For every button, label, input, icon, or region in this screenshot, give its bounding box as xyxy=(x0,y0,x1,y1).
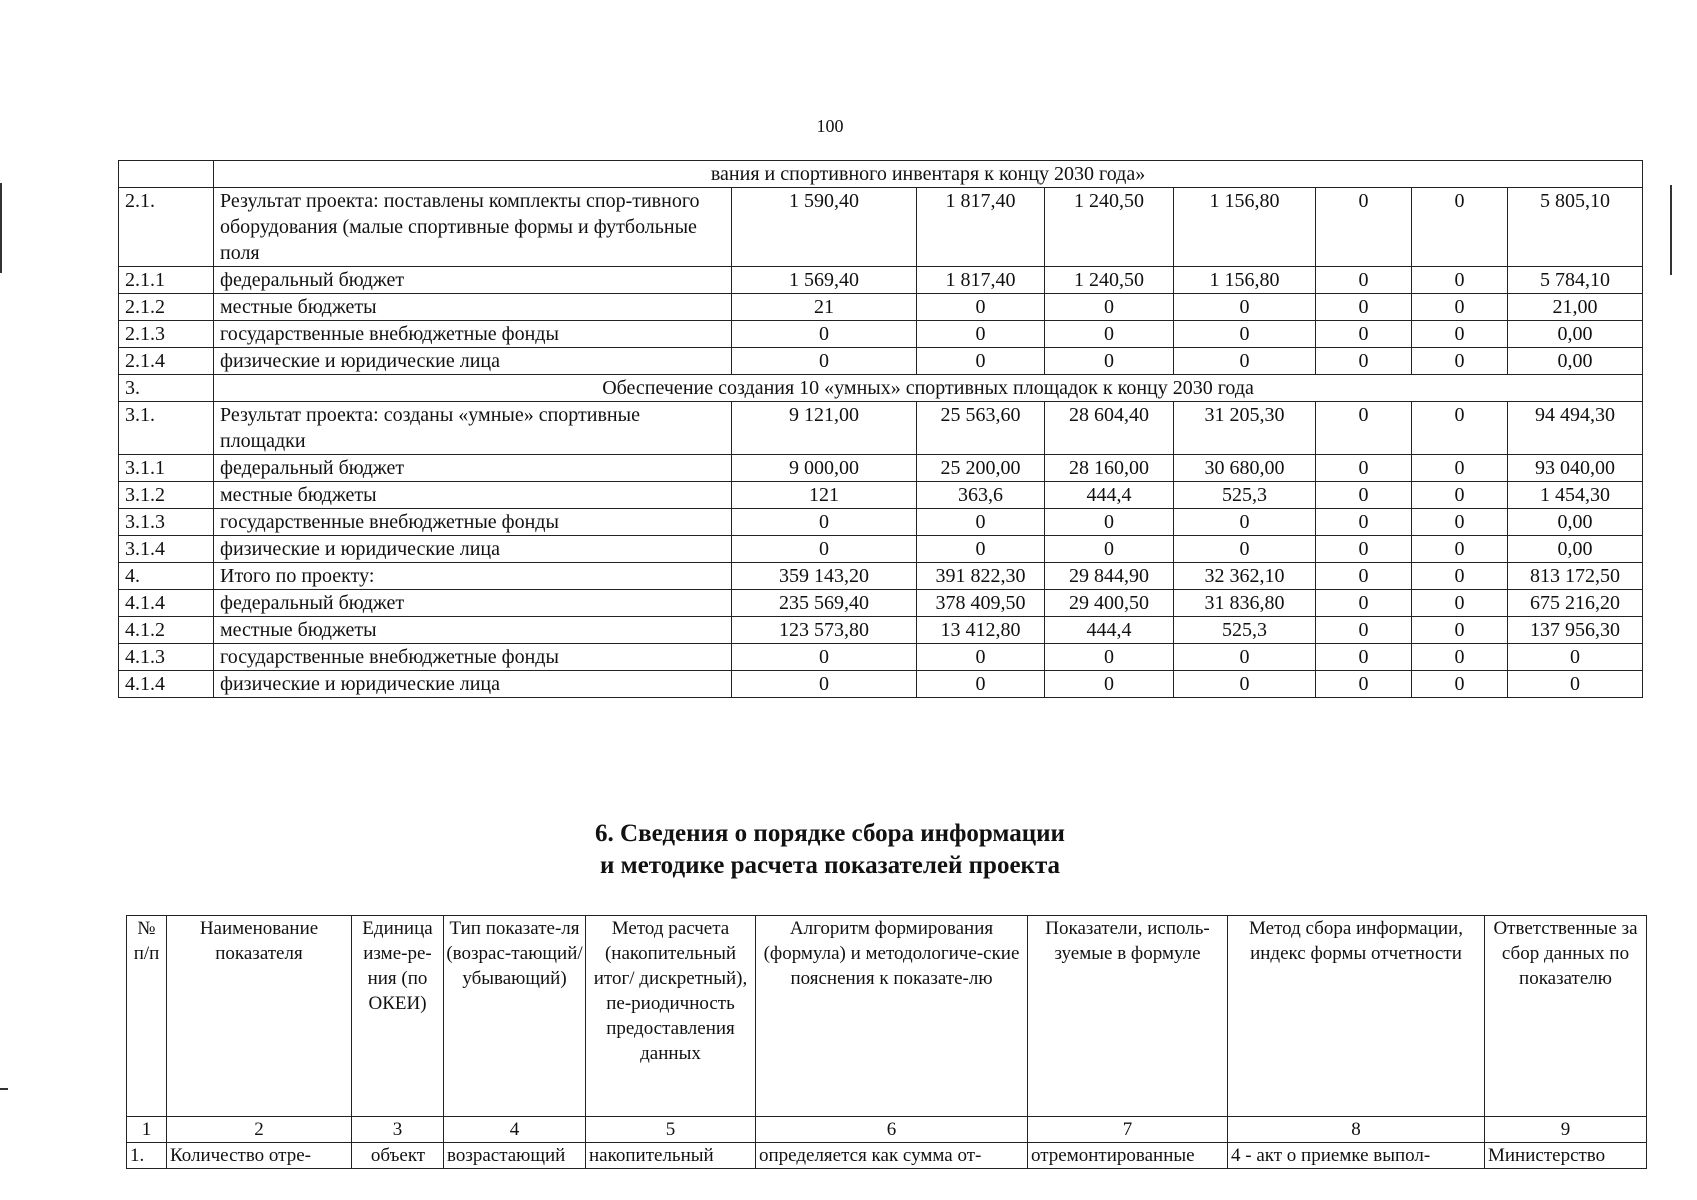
row-number: 3.1.2 xyxy=(119,482,214,509)
total-cell: 813 172,50 xyxy=(1508,563,1643,590)
value-cell: 1 569,40 xyxy=(732,267,917,294)
value-cell: 0 xyxy=(1412,482,1508,509)
table-cell: возрастающий xyxy=(444,1143,586,1169)
column-header: Метод расчета (накопительный итог/ дискретный), пе-риодичность предоставления данных xyxy=(586,916,756,1117)
value-cell: 25 563,60 xyxy=(917,402,1045,455)
column-header: Показатели, исполь-зуемые в формуле xyxy=(1028,916,1228,1117)
table-row xyxy=(119,482,1643,509)
value-cell: 0 xyxy=(1316,455,1412,482)
financing-table xyxy=(118,160,1643,698)
value-cell: 0 xyxy=(1412,644,1508,671)
value-cell: 0 xyxy=(917,294,1045,321)
table-row xyxy=(119,455,1643,482)
table-row xyxy=(119,509,1643,536)
value-cell: 0 xyxy=(1316,590,1412,617)
header-row xyxy=(127,916,1647,1117)
value-cell: 0 xyxy=(1045,294,1174,321)
value-cell: 0 xyxy=(1174,509,1316,536)
value-cell: 13 412,80 xyxy=(917,617,1045,644)
value-cell: 0 xyxy=(1412,294,1508,321)
value-cell: 378 409,50 xyxy=(917,590,1045,617)
value-cell: 0 xyxy=(917,536,1045,563)
row-number: 2.1. xyxy=(119,188,214,267)
value-cell: 0 xyxy=(1412,509,1508,536)
value-cell: 0 xyxy=(1316,563,1412,590)
value-cell: 0 xyxy=(917,321,1045,348)
value-cell: 123 573,80 xyxy=(732,617,917,644)
row-name: местные бюджеты xyxy=(214,294,732,321)
row-number: 4.1.2 xyxy=(119,617,214,644)
total-cell: 94 494,30 xyxy=(1508,402,1643,455)
value-cell: 1 240,50 xyxy=(1045,188,1174,267)
value-cell: 0 xyxy=(1412,267,1508,294)
value-cell: 0 xyxy=(1316,294,1412,321)
value-cell: 0 xyxy=(917,509,1045,536)
row-number: 4.1.4 xyxy=(119,590,214,617)
value-cell: 0 xyxy=(917,348,1045,375)
row-name: Итого по проекту: xyxy=(214,563,732,590)
total-cell: 0 xyxy=(1508,671,1643,698)
table-row xyxy=(119,348,1643,375)
value-cell: 0 xyxy=(1174,321,1316,348)
value-cell: 1 590,40 xyxy=(732,188,917,267)
section-heading xyxy=(0,818,1660,882)
table-row xyxy=(119,644,1643,671)
column-number: 7 xyxy=(1028,1117,1228,1143)
row-number: 2.1.1 xyxy=(119,267,214,294)
value-cell: 0 xyxy=(1412,671,1508,698)
table-row xyxy=(127,1143,1647,1169)
column-number: 4 xyxy=(444,1117,586,1143)
value-cell: 0 xyxy=(1412,617,1508,644)
value-cell: 0 xyxy=(1412,536,1508,563)
total-cell: 5 784,10 xyxy=(1508,267,1643,294)
column-number: 2 xyxy=(167,1117,352,1143)
table-cell: накопительный xyxy=(586,1143,756,1169)
total-cell: 21,00 xyxy=(1508,294,1643,321)
table-row xyxy=(119,536,1643,563)
value-cell: 0 xyxy=(1316,188,1412,267)
value-cell: 0 xyxy=(1045,321,1174,348)
table-cell xyxy=(119,161,214,188)
table-cell: 1. xyxy=(127,1143,167,1169)
column-header: № п/п xyxy=(127,916,167,1117)
scan-edge-mark xyxy=(0,183,2,273)
section-heading-line-2: и методике расчета показателей проекта xyxy=(599,852,1061,879)
row-number: 3.1.1 xyxy=(119,455,214,482)
value-cell: 444,4 xyxy=(1045,482,1174,509)
value-cell: 1 156,80 xyxy=(1174,188,1316,267)
value-cell: 0 xyxy=(1045,536,1174,563)
value-cell: 525,3 xyxy=(1174,482,1316,509)
value-cell: 0 xyxy=(1045,644,1174,671)
value-cell: 0 xyxy=(1174,536,1316,563)
value-cell: 0 xyxy=(1316,617,1412,644)
table-cell: определяется как сумма от- xyxy=(756,1143,1028,1169)
total-cell: 5 805,10 xyxy=(1508,188,1643,267)
methodology-table-body xyxy=(127,916,1647,1169)
row-name: федеральный бюджет xyxy=(214,590,732,617)
column-number: 6 xyxy=(756,1117,1028,1143)
table-cell: Министерство xyxy=(1485,1143,1647,1169)
value-cell: 0 xyxy=(1174,348,1316,375)
continuation-row xyxy=(119,161,1643,188)
table-cell: Количество отре- xyxy=(167,1143,352,1169)
row-number: 4.1.3 xyxy=(119,644,214,671)
value-cell: 0 xyxy=(1045,348,1174,375)
value-cell: 0 xyxy=(1316,402,1412,455)
row-name: федеральный бюджет xyxy=(214,267,732,294)
scan-edge-mark xyxy=(0,1088,8,1090)
total-cell: 1 454,30 xyxy=(1508,482,1643,509)
column-number-row xyxy=(127,1117,1647,1143)
value-cell: 30 680,00 xyxy=(1174,455,1316,482)
value-cell: 0 xyxy=(1412,590,1508,617)
value-cell: 0 xyxy=(1174,294,1316,321)
table-row xyxy=(119,188,1643,267)
row-number: 3.1. xyxy=(119,402,214,455)
value-cell: 0 xyxy=(1412,188,1508,267)
value-cell: 0 xyxy=(1316,671,1412,698)
value-cell: 235 569,40 xyxy=(732,590,917,617)
total-cell: 137 956,30 xyxy=(1508,617,1643,644)
row-name: физические и юридические лица xyxy=(214,348,732,375)
value-cell: 0 xyxy=(1412,348,1508,375)
value-cell: 9 000,00 xyxy=(732,455,917,482)
scan-edge-mark xyxy=(1670,185,1672,275)
table-row xyxy=(119,294,1643,321)
row-number: 2.1.3 xyxy=(119,321,214,348)
value-cell: 1 817,40 xyxy=(917,188,1045,267)
column-number: 5 xyxy=(586,1117,756,1143)
value-cell: 28 604,40 xyxy=(1045,402,1174,455)
column-header: Ответственные за сбор данных по показателю xyxy=(1485,916,1647,1117)
column-number: 1 xyxy=(127,1117,167,1143)
column-header: Метод сбора информации, индекс формы отчетности xyxy=(1228,916,1485,1117)
row-name: государственные внебюджетные фонды xyxy=(214,321,732,348)
row-number: 3. xyxy=(119,375,214,402)
row-name: местные бюджеты xyxy=(214,617,732,644)
value-cell: 0 xyxy=(1412,563,1508,590)
value-cell: 0 xyxy=(1316,536,1412,563)
value-cell: 0 xyxy=(1316,267,1412,294)
row-number: 2.1.2 xyxy=(119,294,214,321)
table-row xyxy=(119,671,1643,698)
value-cell: 0 xyxy=(1045,509,1174,536)
value-cell: 29 400,50 xyxy=(1045,590,1174,617)
value-cell: 0 xyxy=(732,509,917,536)
value-cell: 9 121,00 xyxy=(732,402,917,455)
table-cell: объект xyxy=(352,1143,444,1169)
value-cell: 121 xyxy=(732,482,917,509)
column-number: 9 xyxy=(1485,1117,1647,1143)
value-cell: 363,6 xyxy=(917,482,1045,509)
total-cell: 0,00 xyxy=(1508,509,1643,536)
total-cell: 0,00 xyxy=(1508,321,1643,348)
total-cell: 0 xyxy=(1508,644,1643,671)
value-cell: 32 362,10 xyxy=(1174,563,1316,590)
value-cell: 1 817,40 xyxy=(917,267,1045,294)
value-cell: 0 xyxy=(1316,644,1412,671)
value-cell: 0 xyxy=(1045,671,1174,698)
total-cell: 675 216,20 xyxy=(1508,590,1643,617)
total-cell: 93 040,00 xyxy=(1508,455,1643,482)
table-cell: отремонтированные xyxy=(1028,1143,1228,1169)
value-cell: 0 xyxy=(1174,671,1316,698)
value-cell: 525,3 xyxy=(1174,617,1316,644)
value-cell: 0 xyxy=(732,536,917,563)
value-cell: 0 xyxy=(732,644,917,671)
table-row xyxy=(119,590,1643,617)
value-cell: 0 xyxy=(917,671,1045,698)
value-cell: 0 xyxy=(1316,348,1412,375)
table-row xyxy=(119,563,1643,590)
row-name: государственные внебюджетные фонды xyxy=(214,509,732,536)
row-number: 3.1.4 xyxy=(119,536,214,563)
value-cell: 28 160,00 xyxy=(1045,455,1174,482)
value-cell: 0 xyxy=(917,644,1045,671)
row-name: Результат проекта: созданы «умные» спортивные площадки xyxy=(214,402,732,455)
column-number: 8 xyxy=(1228,1117,1485,1143)
value-cell: 0 xyxy=(732,321,917,348)
value-cell: 29 844,90 xyxy=(1045,563,1174,590)
row-name: государственные внебюджетные фонды xyxy=(214,644,732,671)
value-cell: 0 xyxy=(732,671,917,698)
column-header: Алгоритм формирования (формула) и методологиче-ские пояснения к показате-лю xyxy=(756,916,1028,1117)
value-cell: 1 240,50 xyxy=(1045,267,1174,294)
row-name: физические и юридические лица xyxy=(214,536,732,563)
value-cell: 0 xyxy=(1316,321,1412,348)
section-title-cell: Обеспечение создания 10 «умных» спортивных площадок к концу 2030 года xyxy=(214,375,1643,402)
column-number: 3 xyxy=(352,1117,444,1143)
page-number: 100 xyxy=(816,116,844,136)
column-header: Наименование показателя xyxy=(167,916,352,1117)
value-cell: 21 xyxy=(732,294,917,321)
row-number: 3.1.3 xyxy=(119,509,214,536)
value-cell: 25 200,00 xyxy=(917,455,1045,482)
section-row xyxy=(119,375,1643,402)
table-row xyxy=(119,402,1643,455)
column-header: Единица изме-ре-ния (по ОКЕИ) xyxy=(352,916,444,1117)
total-cell: 0,00 xyxy=(1508,536,1643,563)
continuation-title: вания и спортивного инвентаря к концу 2030 года» xyxy=(214,161,1643,188)
table-row xyxy=(119,617,1643,644)
financing-table-body xyxy=(119,161,1643,698)
row-number: 4.1.4 xyxy=(119,671,214,698)
table-row xyxy=(119,321,1643,348)
row-number: 4. xyxy=(119,563,214,590)
row-number: 2.1.4 xyxy=(119,348,214,375)
section-heading-line-1: 6. Сведения о порядке сбора информации xyxy=(595,820,1065,847)
value-cell: 0 xyxy=(1412,455,1508,482)
row-name: Результат проекта: поставлены комплекты спор-тивного оборудования (малые спортивные формы и футбольные поля xyxy=(214,188,732,267)
value-cell: 1 156,80 xyxy=(1174,267,1316,294)
value-cell: 0 xyxy=(732,348,917,375)
value-cell: 444,4 xyxy=(1045,617,1174,644)
table-cell: 4 - акт о приемке выпол- xyxy=(1228,1143,1485,1169)
value-cell: 0 xyxy=(1316,509,1412,536)
total-cell: 0,00 xyxy=(1508,348,1643,375)
value-cell: 0 xyxy=(1174,644,1316,671)
row-name: местные бюджеты xyxy=(214,482,732,509)
value-cell: 0 xyxy=(1316,482,1412,509)
row-name: физические и юридические лица xyxy=(214,671,732,698)
column-header: Тип показате-ля (возрас-тающий/ убывающий) xyxy=(444,916,586,1117)
value-cell: 31 205,30 xyxy=(1174,402,1316,455)
value-cell: 359 143,20 xyxy=(732,563,917,590)
value-cell: 0 xyxy=(1412,402,1508,455)
value-cell: 31 836,80 xyxy=(1174,590,1316,617)
row-name: федеральный бюджет xyxy=(214,455,732,482)
table-row xyxy=(119,267,1643,294)
value-cell: 391 822,30 xyxy=(917,563,1045,590)
methodology-table xyxy=(126,915,1647,1169)
value-cell: 0 xyxy=(1412,321,1508,348)
